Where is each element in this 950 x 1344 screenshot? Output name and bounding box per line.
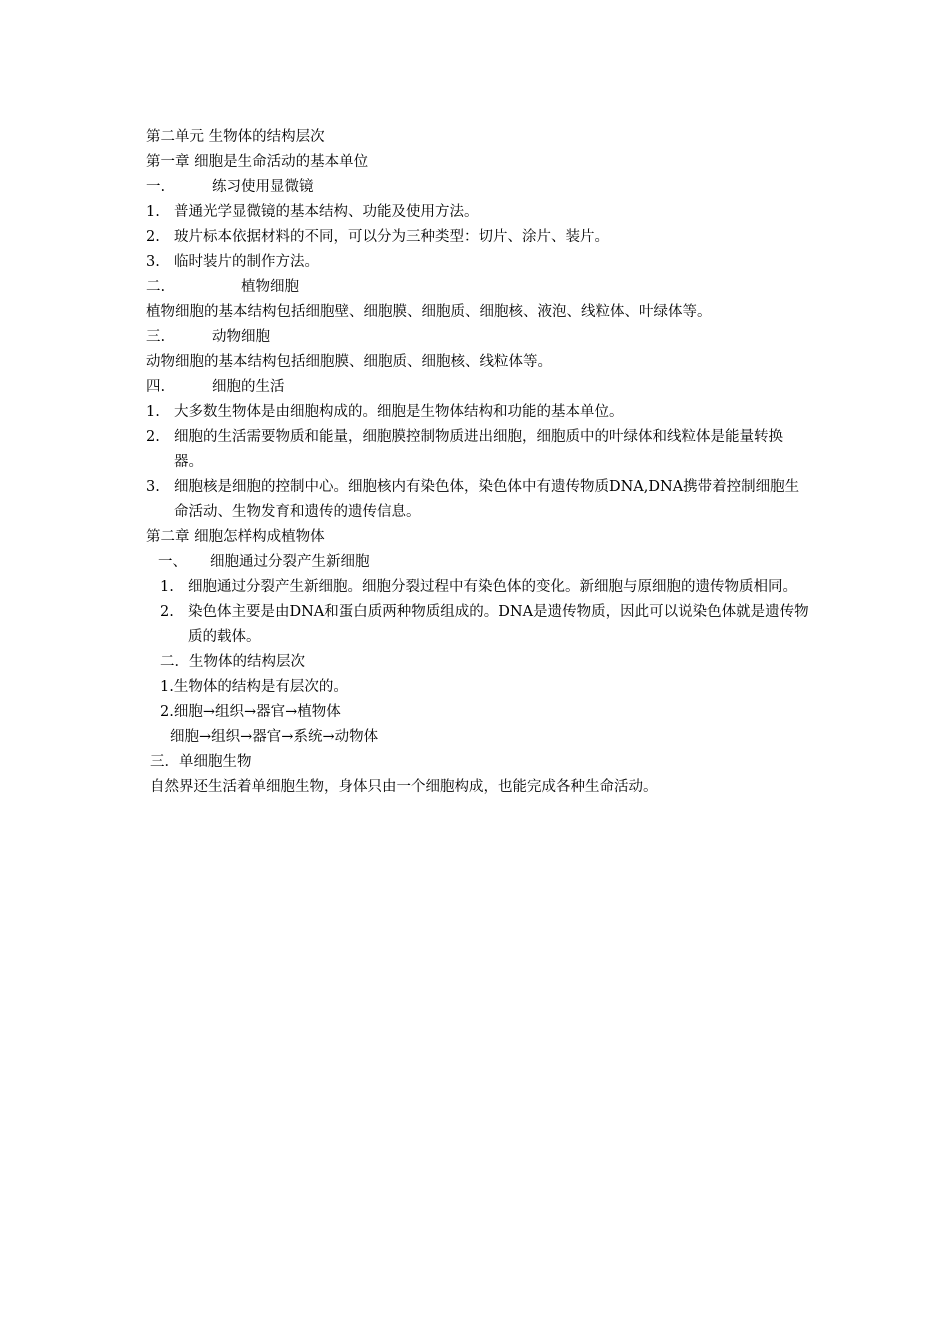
list-item [160, 575, 810, 600]
document-body [146, 125, 810, 800]
section-number: 一、 [158, 554, 187, 570]
item-number: 1. [146, 404, 160, 420]
item-number: 2. [160, 604, 174, 620]
ch1-section-3-heading [146, 325, 810, 350]
section-number: 一. [146, 179, 166, 195]
item-text: 普通光学显微镜的基本结构、功能及使用方法。 [174, 204, 479, 220]
ch1-section-2-text: 植物细胞的基本结构包括细胞壁、细胞膜、细胞质、细胞核、液泡、线粒体、叶绿体等。 [146, 304, 712, 320]
section-title: 植物细胞 [241, 279, 299, 295]
item-text: 细胞通过分裂产生新细胞。细胞分裂过程中有染色体的变化。新细胞与原细胞的遗传物质相同。 [188, 579, 797, 595]
section-title: 动物细胞 [212, 329, 270, 345]
ch1-section-3-text: 动物细胞的基本结构包括细胞膜、细胞质、细胞核、线粒体等。 [146, 354, 552, 370]
list-item [146, 400, 810, 425]
item-text: 染色体主要是由DNA和蛋白质两种物质组成的。DNA是遗传物质，因此可以说染色体就是遗传物质的载体。 [188, 604, 809, 645]
list-item [146, 425, 810, 475]
ch2-section-2-heading: 二．生物体的结构层次 [160, 654, 305, 670]
unit-title: 第二单元 生物体的结构层次 [146, 129, 325, 145]
ch2-section-3-heading: 三．单细胞生物 [150, 754, 252, 770]
item-number: 2. [146, 429, 160, 445]
item-text: 细胞的生活需要物质和能量，细胞膜控制物质进出细胞，细胞质中的叶绿体和线粒体是能量转换器。 [174, 429, 783, 470]
ch2-section-3-text: 自然界还生活着单细胞生物，身体只由一个细胞构成，也能完成各种生命活动。 [150, 779, 658, 795]
item-text: 大多数生物体是由细胞构成的。细胞是生物体结构和功能的基本单位。 [174, 404, 624, 420]
item-number: 1. [160, 579, 174, 595]
section-title: 练习使用显微镜 [212, 179, 314, 195]
ch2-section-1-list [146, 575, 810, 650]
section-title: 细胞通过分裂产生新细胞 [210, 554, 370, 570]
list-item [146, 250, 810, 275]
ch1-section-1-list [146, 200, 810, 275]
item-text: 玻片标本依据材料的不同，可以分为三种类型：切片、涂片、装片。 [174, 229, 609, 245]
section-number: 二. [146, 279, 166, 295]
ch2-section-1-heading [146, 550, 810, 575]
item-text: 临时装片的制作方法。 [174, 254, 319, 270]
ch1-section-4-list [146, 400, 810, 525]
chapter-2-title: 第二章 细胞怎样构成植物体 [146, 529, 325, 545]
item-number: 1. [146, 204, 160, 220]
ch2-section-2-line-3: 细胞→组织→器官→系统→动物体 [170, 729, 379, 745]
ch1-section-2-heading [146, 275, 810, 300]
item-number: 2. [146, 229, 160, 245]
list-item [146, 200, 810, 225]
chapter-1-title: 第一章 细胞是生命活动的基本单位 [146, 154, 369, 170]
section-title: 细胞的生活 [212, 379, 285, 395]
item-number: 3. [146, 479, 160, 495]
list-item [146, 475, 810, 525]
ch2-section-2-line-1: 1.生物体的结构是有层次的。 [160, 679, 348, 695]
section-number: 三. [146, 329, 166, 345]
item-number: 3. [146, 254, 160, 270]
ch2-section-2-line-2: 2.细胞→组织→器官→植物体 [160, 704, 341, 720]
section-number: 四. [146, 379, 166, 395]
list-item [146, 225, 810, 250]
ch1-section-1-heading [146, 175, 810, 200]
list-item [160, 600, 810, 650]
ch1-section-4-heading [146, 375, 810, 400]
item-text: 细胞核是细胞的控制中心。细胞核内有染色体，染色体中有遗传物质DNA,DNA携带着控制细胞生命活动、生物发育和遗传的遗传信息。 [174, 479, 800, 520]
